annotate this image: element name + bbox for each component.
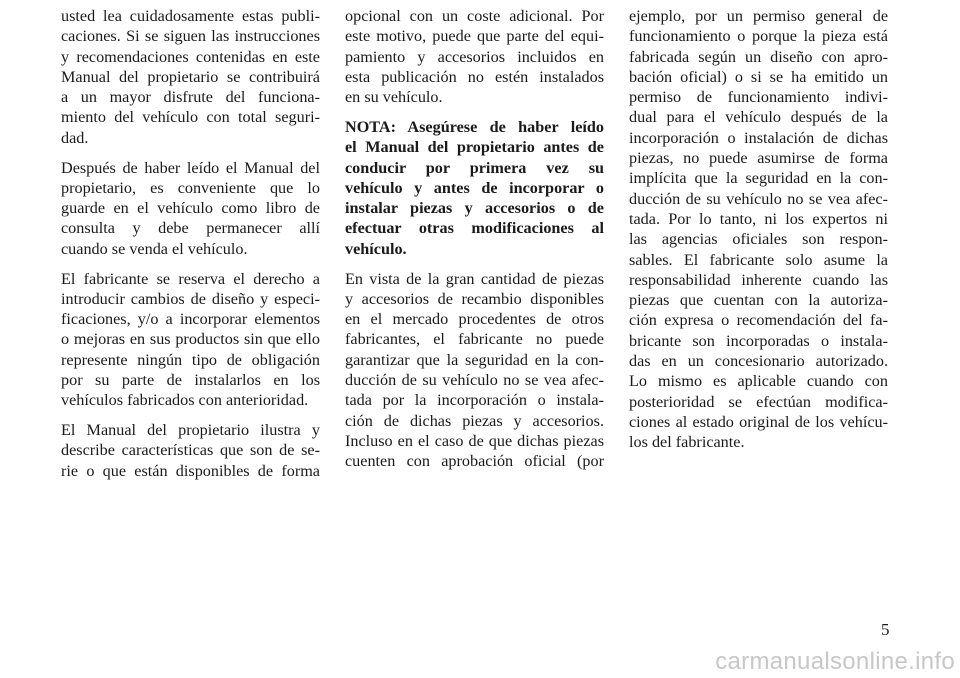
text-line: en el mercado procedentes de otros xyxy=(345,310,604,329)
text-line: cuenten con aprobación oficial (por xyxy=(345,452,604,471)
text-line: fabricantes, el fabricante no puede xyxy=(345,330,604,349)
text-column-1 xyxy=(61,6,320,491)
text-line: Manual del propietario se contribuirá xyxy=(61,67,320,86)
text-line: dad. xyxy=(61,128,89,147)
text-line: ducción de su vehículo no se vea afec- xyxy=(345,371,604,390)
text-column-2 xyxy=(345,6,604,481)
paragraph xyxy=(61,269,320,411)
text-line: En vista de la gran cantidad de piezas xyxy=(345,269,604,288)
page-number: 5 xyxy=(881,620,890,639)
text-line: y recomendaciones contenidas en este xyxy=(61,47,320,66)
paragraph xyxy=(61,420,320,481)
watermark-text: carmanualsonline.info xyxy=(715,648,955,675)
text-line: introducir cambios de diseño y especi- xyxy=(61,289,320,308)
text-line: ejemplo, por un permiso general de xyxy=(629,7,888,25)
text-line: pamiento y accesorios incluidos en xyxy=(345,47,604,66)
note-paragraph xyxy=(345,117,604,259)
paragraph xyxy=(61,6,320,148)
text-line: das en un concesionario autorizado. xyxy=(629,352,888,371)
text-line: Lo mismo es aplicable cuando con xyxy=(629,372,888,391)
text-line: rie o que están disponibles de forma xyxy=(61,461,320,480)
text-line: propietario, es conveniente que lo xyxy=(61,178,320,197)
text-line: conducir por primera vez su xyxy=(345,158,604,177)
text-line: El Manual del propietario ilustra y xyxy=(61,421,320,440)
text-line: o mejoras en sus productos sin que ello xyxy=(61,330,320,349)
text-line: NOTA: Asegúrese de haber leído xyxy=(345,117,604,136)
text-line: fabricada según un diseño con apro- xyxy=(629,47,888,66)
text-line: bación oficial) o si se ha emitido un xyxy=(629,67,888,86)
text-line: tada. Por lo tanto, ni los expertos ni xyxy=(629,209,888,228)
text-line: opcional con un coste adicional. Por xyxy=(345,7,604,25)
text-line: usted lea cuidadosamente estas publi- xyxy=(61,7,320,25)
text-line: represente ningún tipo de obligación xyxy=(61,350,320,369)
text-line: posterioridad se efectúan modifica- xyxy=(629,392,888,411)
text-line: tada por la incorporación o instala- xyxy=(345,391,604,410)
paragraph xyxy=(345,6,604,107)
text-line: vehículo. xyxy=(345,239,407,258)
text-line: piezas, no puede asumirse de forma xyxy=(629,149,888,168)
text-column-3 xyxy=(629,6,888,462)
text-line: garantizar que la seguridad en la con- xyxy=(345,350,604,369)
text-line: ción expresa o recomendación del fa- xyxy=(629,311,888,330)
text-line: sables. El fabricante solo asume la xyxy=(629,250,888,269)
text-line: dual para el vehículo después de la xyxy=(629,108,888,127)
paragraph xyxy=(345,269,604,472)
text-line: describe características que son de se- xyxy=(61,441,320,460)
text-line: incorporación o instalación de dichas xyxy=(629,128,888,147)
text-line: los del fabricante. xyxy=(629,433,745,452)
text-line: ficaciones, y/o a incorporar elementos xyxy=(61,310,320,329)
text-line: vehículo y antes de incorporar o xyxy=(345,178,604,197)
text-line: ción de dichas piezas y accesorios. xyxy=(345,411,604,430)
text-line: bricante son incorporadas o instala- xyxy=(629,331,888,350)
text-line: ciones al estado original de los vehícu- xyxy=(629,412,888,431)
text-line: miento del vehículo con total seguri- xyxy=(61,108,320,127)
text-line: permiso de funcionamiento indivi- xyxy=(629,88,888,107)
text-line: este motivo, puede que parte del equi- xyxy=(345,27,604,46)
text-line: por su parte de instalarlos en los xyxy=(61,371,320,390)
text-line: instalar piezas y accesorios o de xyxy=(345,199,604,218)
text-line: El fabricante se reserva el derecho a xyxy=(61,269,320,288)
text-line: cuando se venda el vehículo. xyxy=(61,239,248,258)
text-line: caciones. Si se siguen las instrucciones xyxy=(61,27,320,46)
text-line: el Manual del propietario antes de xyxy=(345,138,604,157)
text-line: a un mayor disfrute del funciona- xyxy=(61,88,320,107)
text-line: en su vehículo. xyxy=(345,88,443,107)
text-line: Incluso en el caso de que dichas piezas xyxy=(345,431,604,450)
text-line: funcionamiento o porque la pieza está xyxy=(629,27,888,46)
text-line: Después de haber leído el Manual del xyxy=(61,158,320,177)
text-line: esta publicación no estén instalados xyxy=(345,67,604,86)
text-line: piezas que cuentan con la autoriza- xyxy=(629,291,888,310)
text-line: ducción de su vehículo no se vea afec- xyxy=(629,189,888,208)
paragraph xyxy=(629,6,888,453)
text-line: implícita que la seguridad en la con- xyxy=(629,169,888,188)
text-line: efectuar otras modificaciones al xyxy=(345,219,604,238)
text-line: y accesorios de recambio disponibles xyxy=(345,289,604,308)
text-line: responsabilidad inherente cuando las xyxy=(629,270,888,289)
text-line: vehículos fabricados con anterioridad. xyxy=(61,391,309,410)
text-line: consulta y debe permanecer allí xyxy=(61,219,320,238)
paragraph xyxy=(61,158,320,259)
text-line: guarde en el vehículo como libro de xyxy=(61,199,320,218)
text-line: las agencias oficiales son respon- xyxy=(629,230,888,249)
